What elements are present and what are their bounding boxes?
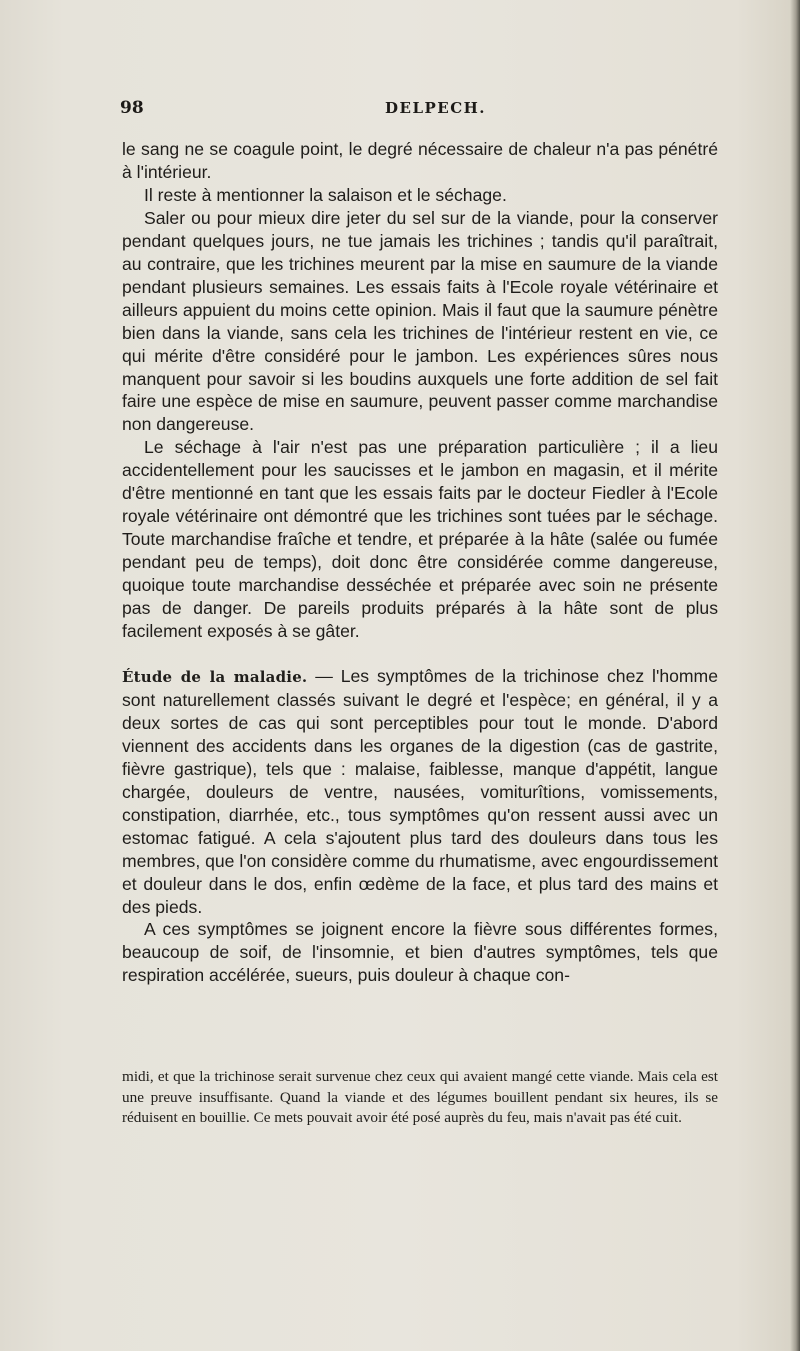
footnote-text: midi, et que la trichinose serait survenue chez ceux qui avaient mangé cette viande. Mais cela est une preuve insuffisante. Quand la viande et des légumes bouillent pendant six heures, ils se réduisent en bouillie. Ce mets pouvait avoir été posé auprès du feu, mais n'avait pas été cuit.	[122, 1068, 718, 1127]
footnote	[122, 1067, 718, 1129]
running-title: DELPECH.	[385, 99, 487, 117]
body-text	[122, 138, 718, 987]
paragraph-2: Il reste à mentionner la salaison et le séchage.	[144, 184, 507, 205]
running-head	[120, 98, 716, 120]
paragraph-6: A ces symptômes se joignent encore la fièvre sous différentes formes, beaucoup de soif, de l'insomnie, et bien d'autres symptômes, tels que respiration accélérée, sueurs, puis douleur à chaque con-	[122, 919, 718, 986]
section-title: Étude de la maladie.	[122, 667, 308, 686]
paragraph-4: Le séchage à l'air n'est pas une préparation particulière ; il a lieu accidentellement pour les saucisses et le jambon en magasin, et il mérite d'être mentionné en tant que les essais faits par le docteur Fiedler à l'Ecole royale vétérinaire ont démontré que les trichines sont tuées par le séchage. Toute marchandise fraîche et tendre, et préparée à la hâte (salée ou fumée pendant peu de temps), doit donc être considérée comme dangereuse, quoique toute marchandise desséchée et préparée avec soin ne présente pas de danger. De pareils produits préparés à la hâte sont de plus facilement exposés à se gâter.	[122, 437, 718, 642]
paragraph-1: le sang ne se coagule point, le degré nécessaire de chaleur n'a pas pénétré à l'intérieur.	[122, 139, 718, 182]
page-edge-shadow	[790, 0, 800, 1351]
paragraph-5: — Les symptômes de la trichinose chez l'homme sont naturellement classés suivant le degré et l'espèce; en général, il y a deux sortes de cas qui sont perceptibles pour tout le monde. D'abord viennent des accidents dans les organes de la digestion (cas de gastrite, fièvre gastrique), tels que : malaise, faiblesse, manque d'appétit, langue chargée, douleurs de ventre, nausées, vomiturîtions, vomissements, constipation, diarrhée, etc., tous symptômes qu'on ressent aussi avec un estomac fatigué. A cela s'ajoutent plus tard des douleurs dans tous les membres, que l'on considère comme du rhumatisme, avec engourdissement et douleur dans le dos, enfin œdème de la face, et plus tard des mains et des pieds.	[122, 665, 718, 917]
paragraph-3: Saler ou pour mieux dire jeter du sel sur de la viande, pour la conserver pendant quelques jours, ne tue jamais les trichines ; tandis qu'il paraîtrait, au contraire, que les trichines meurent par la mise en saumure de la viande pendant plusieurs semaines. Les essais faits à l'Ecole royale vétérinaire et ailleurs appuient du moins cette opinion. Mais il faut que la saumure pénètre bien dans la viande, sans cela les trichines de l'intérieur restent en vie, ce qui mérite d'être considéré pour le jambon. Les expériences sûres nous manquent pour savoir si les boudins auxquels une forte addition de sel fait faire une espèce de mise en saumure, peuvent passer comme marchandise non dangereuse.	[122, 207, 718, 435]
section-paragraph	[122, 665, 718, 918]
page-number: 98	[120, 98, 144, 118]
